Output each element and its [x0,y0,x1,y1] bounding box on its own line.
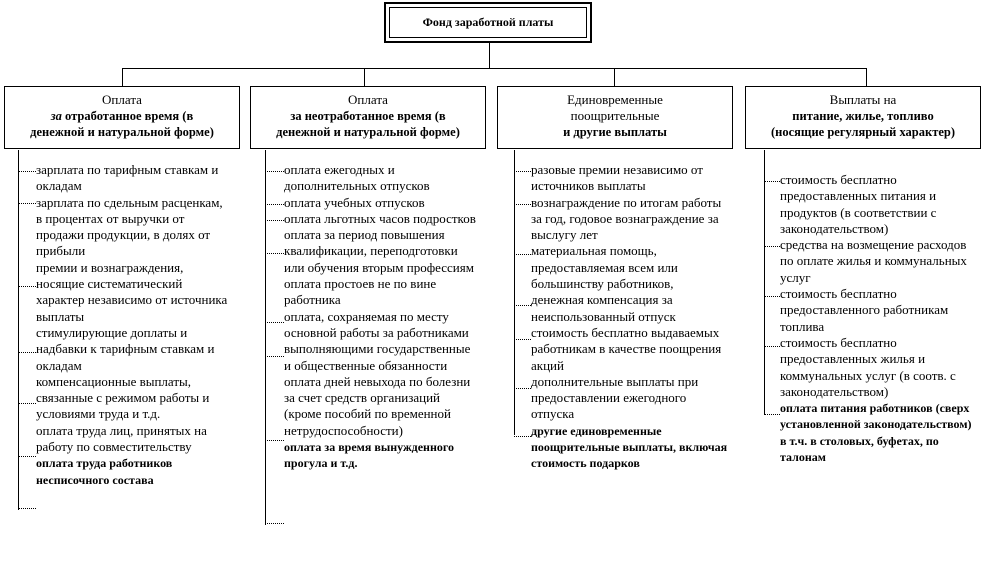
drop-line-2 [364,68,365,86]
list-tick [514,436,531,438]
category-line2 [498,108,732,124]
list-item: оплата за период повышения квалификации, переподготовки или обучения вторым профессиям [284,227,474,275]
list-item: стоимость бесплатно предоставленного работникам топлива [780,286,949,334]
root-title: Фонд заработной платы [389,7,587,38]
category-line3: денежной и натуральной форме) [30,125,214,139]
list-item: стоимость бесплатно предоставленных жилья и коммунальных услуг (в соотв. с законодательством) [780,334,956,399]
list-tick [18,286,36,288]
category-line2-rest: питание, жилье, топливо [792,109,934,123]
category-line1: Оплата [102,92,142,107]
list-item: зарплата по тарифным ставкам и окладам [36,162,219,194]
list-tick [764,346,780,348]
list-tick [265,523,284,525]
list-item: денежная компенсация за неиспользованный отпуск [531,292,676,324]
list-tick [764,246,780,248]
list-food-housing-fuel [780,172,976,465]
list-item: оплата, сохраняемая по месту основной работы за работниками выполняющими государственные и общественные обязанности [284,308,471,373]
category-line3: (носящие регулярный характер) [770,125,956,139]
list-item: разовые премии независимо от источников выплаты [531,162,703,194]
list-tick [514,204,531,206]
list-tick [514,171,531,173]
list-item: средства на возмещение расходов по оплате жилья и коммунальных услуг [780,237,967,285]
list-item: компенсационные выплаты, связанные с режимом работы и условиями труда и т.д. [36,373,210,422]
drop-line-4 [866,68,867,86]
list-item: другие единовременные поощрительные выплаты, включая стоимость подарков [531,423,728,471]
category-box-food-housing-fuel [745,86,981,149]
list-one-time-payments [531,162,731,472]
category-line1: Оплата [348,92,388,107]
list-item: стоимость бесплатно выдаваемых работникам в качестве поощрения акций [531,324,722,373]
category-line1: Единовременные [567,92,663,107]
category-line2 [5,108,239,124]
list-tick [18,171,36,173]
list-item: оплата труда работников несписочного состава [36,456,173,487]
list-item: оплата за время вынужденного прогула и т.д. [284,440,455,471]
list-tick [265,171,284,173]
list-tick [514,388,531,390]
list-item: вознаграждение по итогам работы за год, годовое вознаграждение за выслугу лет [531,194,722,243]
list-item: дополнительные выплаты при предоставлении ежегодного отпуска [531,373,699,422]
list-tick [265,440,284,442]
category-box-worked-time [4,86,240,149]
category-line2-rest: поощрительные [570,108,660,123]
list-tick [514,339,531,341]
list-item: оплата дней невыхода по болезни за счет средств организаций (кроме пособий по временной нетрудоспособности) [284,373,471,438]
category-line2-italic: за [50,109,62,123]
list-tick [18,203,36,205]
list-item: оплата учебных отпусков [284,194,425,210]
list-tick [18,352,36,354]
list-tick [18,456,36,458]
list-spine-4 [764,150,765,415]
root-node [384,2,592,43]
category-line3: и другие выплаты [563,125,667,139]
list-spine-3 [514,150,515,435]
drop-line-3 [614,68,615,86]
list-tick [265,356,284,358]
list-tick [265,253,284,255]
category-box-unworked-time [250,86,486,149]
drop-line-1 [122,68,123,86]
list-item: стимулирующие доплаты и надбавки к тарифным ставкам и окладам [36,324,215,373]
list-item: оплата ежегодных и дополнительных отпусков [284,162,430,194]
list-item: оплата простоев не по вине работника [284,276,437,308]
list-unworked-time [284,162,480,472]
category-line2-rest: за неотработанное время (в [290,109,446,123]
category-line1: Выплаты на [829,92,897,107]
list-item: премии и вознаграждения, носящие систематический характер независимо от источника выплаты [36,259,228,324]
list-item: материальная помощь, предоставляемая всем или большинству работников, [531,243,678,292]
list-tick [514,254,531,256]
list-worked-time [36,162,232,488]
list-tick [764,414,780,416]
list-tick [265,322,284,324]
category-line2-rest: отработанное время (в [61,109,194,123]
list-item: оплата льготных часов подростков [284,210,476,226]
list-item: оплата труда лиц, принятых на работу по совместительству [36,422,207,455]
list-tick [764,296,780,298]
category-line3: денежной и натуральной форме) [276,125,460,139]
list-tick [514,305,531,307]
list-tick [18,403,36,405]
list-tick [18,508,36,510]
category-box-one-time-payments [497,86,733,149]
horizontal-bus [122,68,867,69]
list-item: стоимость бесплатно предоставленных питания и продуктов (в соответствии с законодательством) [780,172,937,236]
list-item: оплата питания работников (сверх установленной законодательством) в т.ч. в столовых, буфетах, по талонам [780,401,972,465]
list-tick [265,204,284,206]
list-tick [265,220,284,222]
list-tick [764,181,780,183]
list-item: зарплата по сдельным расценкам, в процентах от выручки от продажи продукции, в долях от прибыли [36,194,223,259]
category-line2 [746,108,980,124]
root-stem [489,43,490,68]
list-spine-2 [265,150,266,525]
category-line2 [251,108,485,124]
